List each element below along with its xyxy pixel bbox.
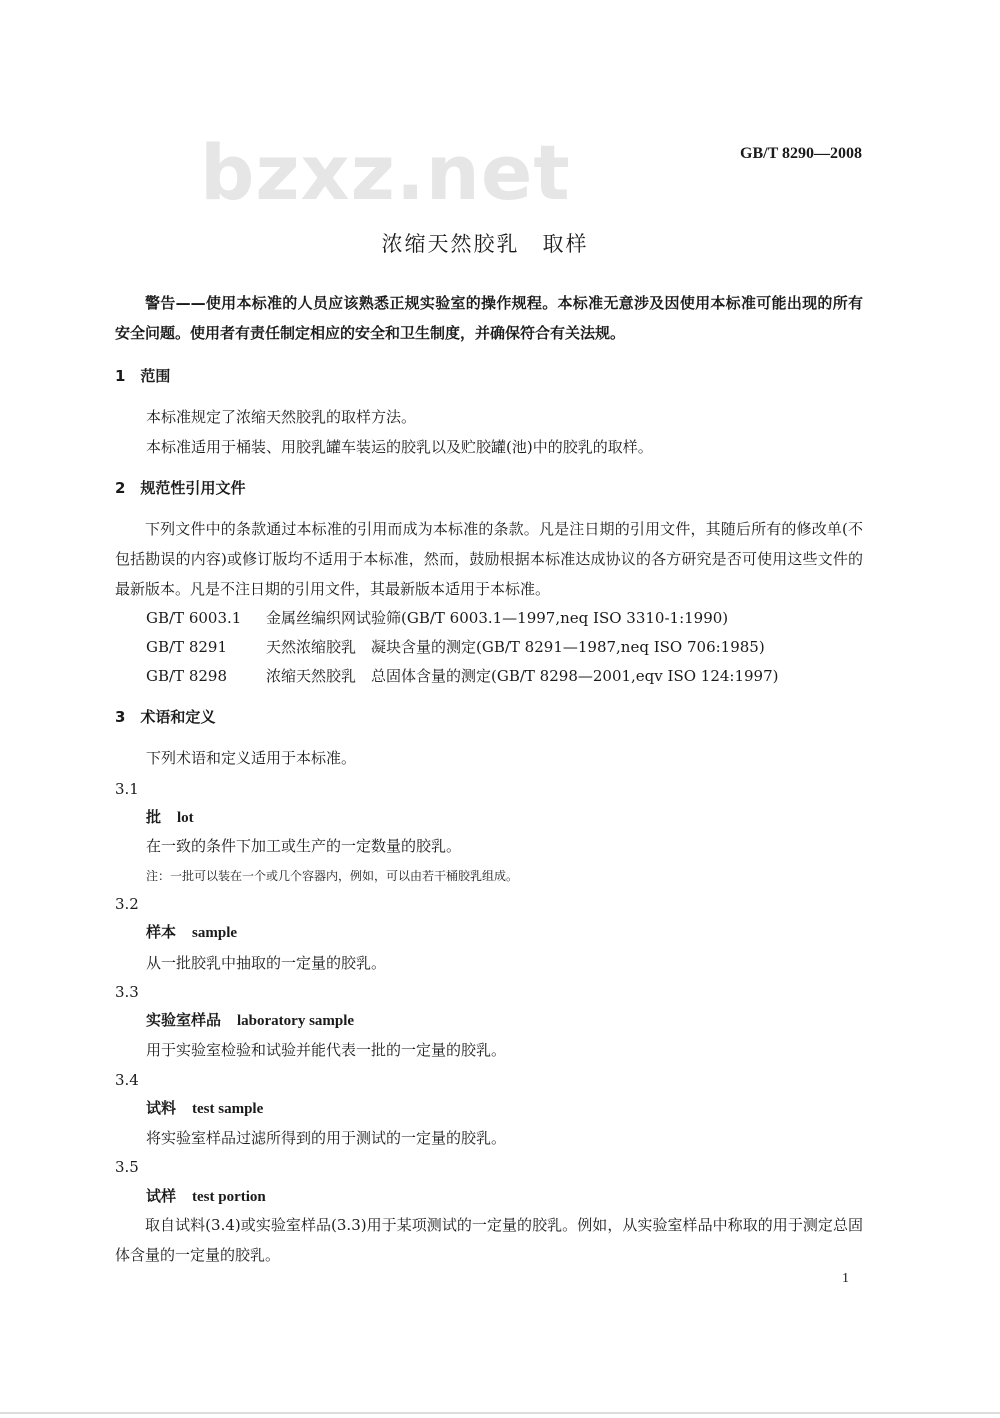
standard-number: GB/T 8290—2008 (740, 145, 862, 162)
term-zh: 样本 (146, 923, 177, 941)
terms-intro: 下列术语和定义适用于本标准。 (146, 749, 357, 767)
term-number: 3.3 (115, 983, 139, 1001)
term-en: sample (192, 925, 238, 941)
reference-item (146, 666, 779, 686)
term-definition: 从一批胶乳中抽取的一定量的胶乳。 (146, 954, 387, 972)
reference-title: 金属丝编织网试验筛(GB/T 6003.1—1997,neq ISO 3310-1:1990) (266, 609, 729, 627)
term-definition: 取自试料(3.4)或实验室样品(3.3)用于某项测试的一定量的胶乳。例如，从实验室样品中称取的用于测定总固体含量的一定量的胶乳。 (115, 1216, 863, 1264)
term-heading (146, 1010, 354, 1031)
term-definition: 将实验室样品过滤所得到的用于测试的一定量的胶乳。 (146, 1129, 507, 1147)
reference-code: GB/T 8298 (146, 667, 228, 685)
term-zh: 试样 (146, 1187, 177, 1205)
reference-title: 浓缩天然胶乳 总固体含量的测定(GB/T 8298—2001,eqv ISO 124:1997) (266, 667, 779, 685)
term-number: 3.2 (115, 895, 139, 913)
warning-paragraph: 警告——使用本标准的人员应该熟悉正规实验室的操作规程。本标准无意涉及因使用本标准可能出现的所有安全问题。使用者有责任制定相应的安全和卫生制度，并确保符合有关法规。 (115, 294, 863, 342)
scope-paragraph: 本标准规定了浓缩天然胶乳的取样方法。 (146, 408, 417, 426)
reference-code: GB/T 8291 (146, 638, 228, 656)
term-en: test portion (192, 1189, 266, 1205)
term-heading (146, 922, 237, 943)
page-bottom-edge (0, 1412, 1000, 1414)
term-heading (146, 1098, 263, 1119)
section-heading-scope: 1 范围 (115, 367, 171, 385)
page-number: 1 (842, 1271, 849, 1286)
term-number: 3.4 (115, 1071, 139, 1089)
page-title: 浓缩天然胶乳 取样 (381, 232, 589, 256)
reference-item (146, 608, 728, 628)
watermark: bzxz.net (200, 128, 571, 217)
section-heading-terms: 3 术语和定义 (115, 708, 216, 726)
references-paragraph: 下列文件中的条款通过本标准的引用而成为本标准的条款。凡是注日期的引用文件，其随后所有的修改单(不包括勘误的内容)或修订版均不适用于本标准，然而，鼓励根据本标准达成协议的各方研究是否可使用这些文件的最新版本。凡是不注日期的引用文件，其最新版本适用于本标准。 (115, 520, 863, 598)
term-number: 3.5 (115, 1158, 139, 1176)
term-definition: 在一致的条件下加工或生产的一定数量的胶乳。 (146, 837, 462, 855)
term-definition: 用于实验室检验和试验并能代表一批的一定量的胶乳。 (146, 1041, 507, 1059)
term-heading (146, 807, 194, 828)
term-zh: 实验室样品 (146, 1011, 222, 1029)
term-en: lot (177, 810, 194, 826)
reference-title: 天然浓缩胶乳 凝块含量的测定(GB/T 8291—1987,neq ISO 706:1985) (266, 638, 765, 656)
scope-paragraph: 本标准适用于桶装、用胶乳罐车装运的胶乳以及贮胶罐(池)中的胶乳的取样。 (146, 438, 653, 456)
term-note: 注：一批可以装在一个或几个容器内，例如，可以由若干桶胶乳组成。 (146, 869, 519, 883)
reference-code: GB/T 6003.1 (146, 609, 242, 627)
term-zh: 试料 (146, 1099, 177, 1117)
reference-item (146, 637, 765, 657)
term-en: laboratory sample (237, 1013, 355, 1029)
term-heading (146, 1186, 266, 1207)
term-zh: 批 (146, 808, 162, 826)
section-heading-normative-references: 2 规范性引用文件 (115, 479, 246, 497)
term-number: 3.1 (115, 780, 139, 798)
term-en: test sample (192, 1101, 264, 1117)
